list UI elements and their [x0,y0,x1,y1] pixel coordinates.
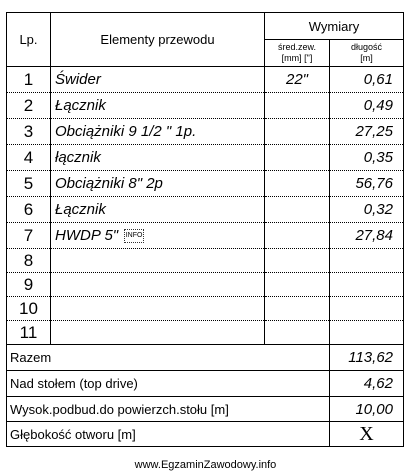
row-lp: 11 [7,321,51,345]
row-diameter [265,93,330,119]
table-row [7,93,404,119]
row-length [330,321,404,345]
header-elements: Elementy przewodu [51,13,265,67]
row-element: Łącznik [51,197,265,223]
row-length: 27,84 [330,223,404,249]
summary-label: Nad stołem (top drive) [7,371,330,397]
row-element [51,297,265,321]
header-length-label: długość [350,42,383,52]
row-length [330,297,404,321]
row-element: Świder [51,67,265,93]
table-row [7,249,404,273]
table-row [7,321,404,345]
table-row [7,223,404,249]
row-length [330,273,404,297]
row-length: 0,49 [330,93,404,119]
summary-value: 4,62 [330,371,404,397]
row-element [51,249,265,273]
summary-label: Głębokość otworu [m] [7,422,330,447]
footer-url: www.EgzaminZawodowy.info [134,459,277,471]
row-lp: 1 [7,67,51,93]
header-lp: Lp. [7,13,51,67]
table-row [7,145,404,171]
row-length [330,249,404,273]
header-length [330,40,404,67]
row-diameter [265,171,330,197]
row-element [51,223,265,249]
row-element: Obciążniki 8" 2p [51,171,265,197]
summary-row [7,422,404,447]
header-diameter [265,40,330,67]
table-row [7,119,404,145]
table-row [7,273,404,297]
header-diameter-label: śred.zew. [277,42,317,52]
table-row [7,67,404,93]
info-stamp-icon: INFO [124,229,144,243]
row-element: łącznik [51,145,265,171]
row-length: 0,32 [330,197,404,223]
summary-value: 113,62 [330,345,404,371]
row-length: 27,25 [330,119,404,145]
summary-row [7,397,404,422]
row-element-text: HWDP 5" [55,227,119,244]
summary-row [7,371,404,397]
row-lp: 3 [7,119,51,145]
row-diameter [265,197,330,223]
header-wymiary: Wymiary [265,13,404,40]
drill-string-table [6,12,404,447]
row-lp: 10 [7,297,51,321]
row-element [51,321,265,345]
row-element: Obciążniki 9 1/2 " 1p. [51,119,265,145]
table-row [7,297,404,321]
row-lp: 6 [7,197,51,223]
row-length: 0,35 [330,145,404,171]
header-length-unit: [m] [360,53,373,63]
summary-label: Razem [7,345,330,371]
row-lp: 5 [7,171,51,197]
row-length: 0,61 [330,67,404,93]
row-diameter [265,223,330,249]
row-diameter [265,249,330,273]
row-diameter [265,321,330,345]
row-diameter: 22" [265,67,330,93]
row-element [51,273,265,297]
row-diameter [265,145,330,171]
summary-row [7,345,404,371]
row-element: Łącznik [51,93,265,119]
row-length: 56,76 [330,171,404,197]
row-lp: 7 [7,223,51,249]
row-lp: 2 [7,93,51,119]
table-row [7,171,404,197]
summary-value: 10,00 [330,397,404,422]
summary-label: Wysok.podbud.do powierzch.stołu [m] [7,397,330,422]
row-lp: 4 [7,145,51,171]
summary-value: X [330,422,404,447]
row-lp: 8 [7,249,51,273]
row-lp: 9 [7,273,51,297]
row-diameter [265,119,330,145]
row-diameter [265,297,330,321]
row-diameter [265,273,330,297]
header-diameter-unit: [mm] ["] [281,53,313,63]
table-row [7,197,404,223]
